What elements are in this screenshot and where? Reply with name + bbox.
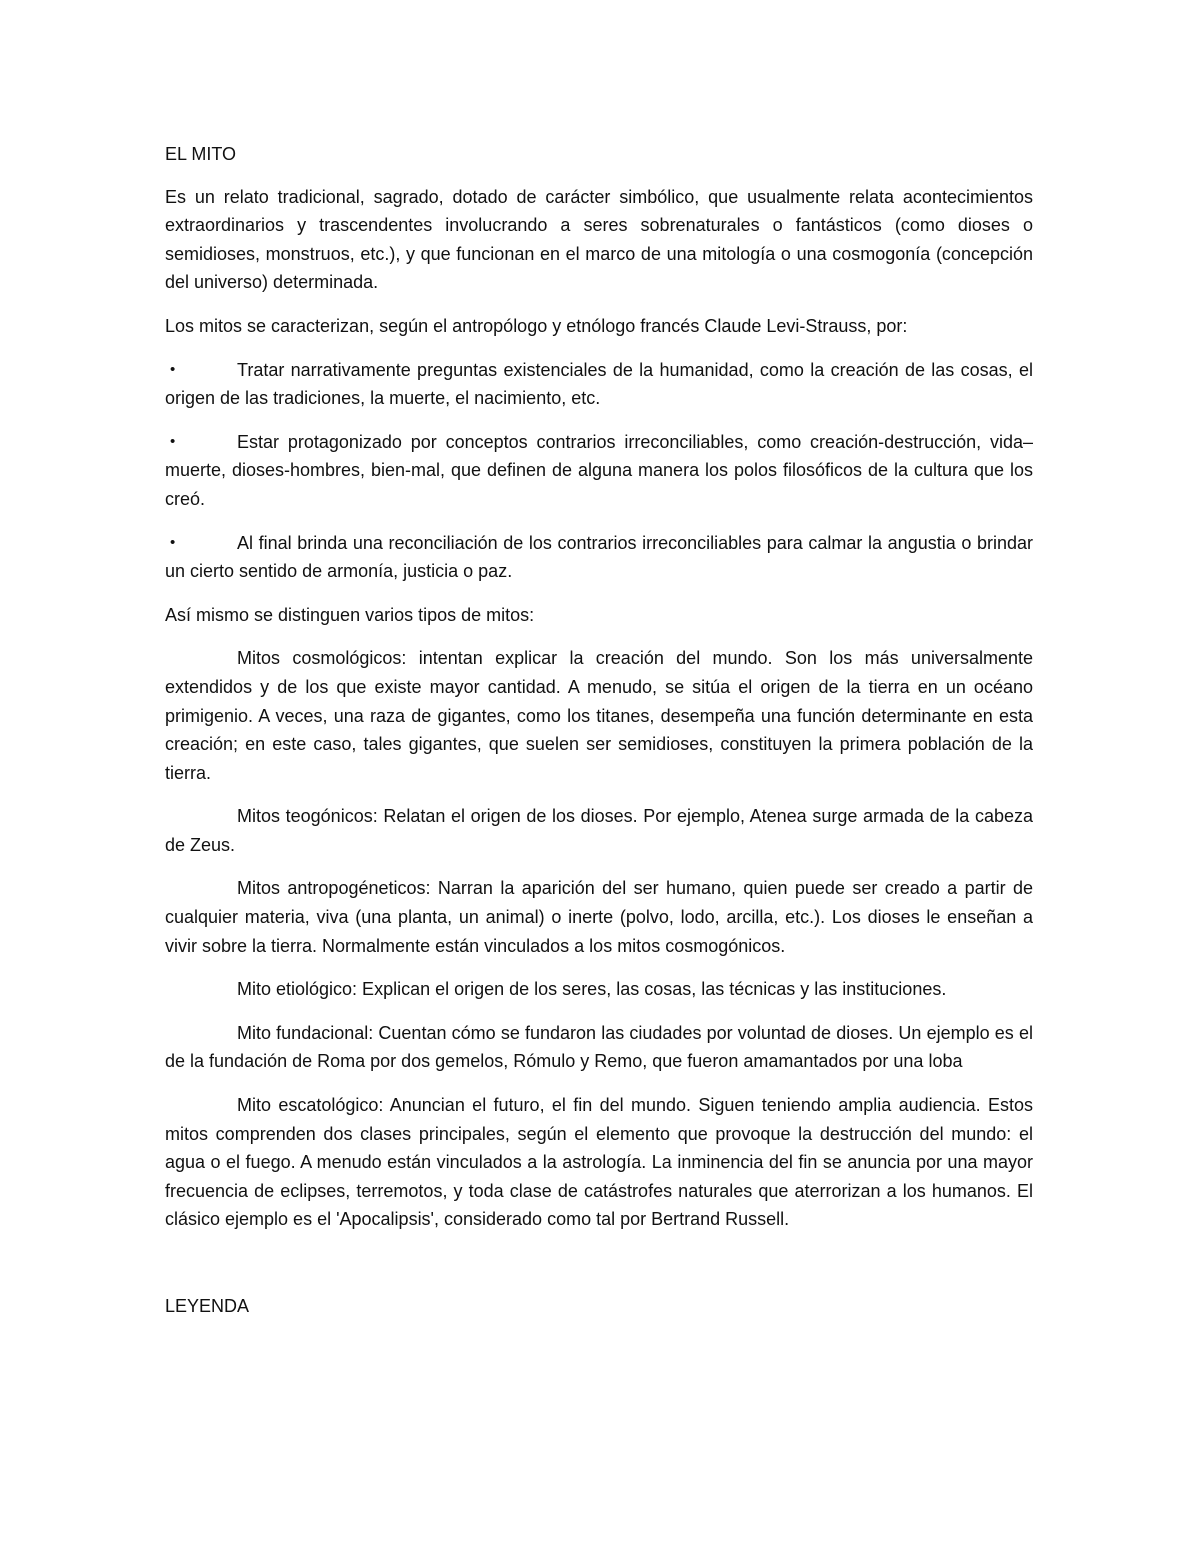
type-paragraph-teogonicos: Mitos teogónicos: Relatan el origen de los dioses. Por ejemplo, Atenea surge armada de la cabeza de Zeus.	[165, 806, 1033, 855]
bullet-symbol: •	[170, 360, 176, 378]
section-title-mito: EL MITO	[165, 144, 237, 164]
intro-paragraph: Es un relato tradicional, sagrado, dotado de carácter simbólico, que usualmente relata acontecimientos extraordinarios y trascendentes involucrando a seres sobrenaturales o fantásticos (como dioses o semidioses, monstruos, etc.), y que funcionan en el marco de una mitología o una cosmogonía (concepción del universo) determinada.	[165, 186, 1033, 293]
type-paragraph-antropogeneticos: Mitos antropogéneticos: Narran la aparición del ser humano, quien puede ser creado a partir de cualquier materia, viva (una planta, un animal) o inerte (polvo, lodo, arcilla, etc.). Los dioses le enseñan a vivir sobre la tierra. Normalmente están vinculados a los mitos cosmogónicos.	[165, 878, 1033, 956]
type-paragraph-fundacional: Mito fundacional: Cuentan cómo se fundaron las ciudades por voluntad de dioses. Un ejemplo es el de la fundación de Roma por dos gemelos, Rómulo y Remo, que fueron amamantados por una loba	[165, 1022, 1033, 1072]
bullet-item-3	[165, 529, 1033, 586]
bullet-item-2	[165, 428, 1033, 514]
bullet-symbol: •	[170, 533, 176, 551]
characteristics-intro: Los mitos se caracterizan, según el antropólogo y etnólogo francés Claude Levi-Strauss, por:	[165, 315, 908, 336]
types-intro: Así mismo se distinguen varios tipos de mitos:	[165, 604, 535, 625]
bullet-text-3: Al final brinda una reconciliación de los contrarios irreconciliables para calmar la angustia o brindar un cierto sentido de armonía, justicia o paz.	[165, 532, 1033, 582]
bullet-text-1: Tratar narrativamente preguntas existenciales de la humanidad, como la creación de las cosas, el origen de las tradiciones, la muerte, el nacimiento, etc.	[165, 359, 1033, 409]
section-title-leyenda: LEYENDA	[165, 1296, 250, 1316]
document-page	[165, 140, 1033, 1335]
blank-line	[165, 1249, 1033, 1292]
bullet-text-2: Estar protagonizado por conceptos contrarios irreconciliables, como creación-destrucción, vida–muerte, dioses-hombres, bien-mal, que definen de alguna manera los polos filosóficos de la cultura que los creó.	[165, 431, 1033, 509]
type-paragraph-escatologico: Mito escatológico: Anuncian el futuro, el fin del mundo. Siguen teniendo amplia audiencia. Estos mitos comprenden dos clases principales, según el elemento que provoque la destrucción del mundo: el agua o el fuego. A menudo están vinculados a la astrología. La inminencia del fin se anuncia por una mayor frecuencia de eclipses, terremotos, y toda clase de catástrofes naturales que aterrorizan a los humanos. El clásico ejemplo es el 'Apocalipsis', considerado como tal por Bertrand Russell.	[165, 1095, 1033, 1230]
type-paragraph-cosmologicos: Mitos cosmológicos: intentan explicar la creación del mundo. Son los más universalmente extendidos y de los que existe mayor cantidad. A menudo, se sitúa el origen de la tierra en un océano primigenio. A veces, una raza de gigantes, como los titanes, desempeña una función determinante en esta creación; en este caso, tales gigantes, que suelen ser semidioses, constituyen la primera población de la tierra.	[165, 648, 1033, 783]
bullet-symbol: •	[170, 432, 176, 450]
type-paragraph-etiologico: Mito etiológico: Explican el origen de los seres, las cosas, las técnicas y las instituciones.	[237, 979, 947, 1000]
bullet-item-1	[165, 356, 1033, 413]
